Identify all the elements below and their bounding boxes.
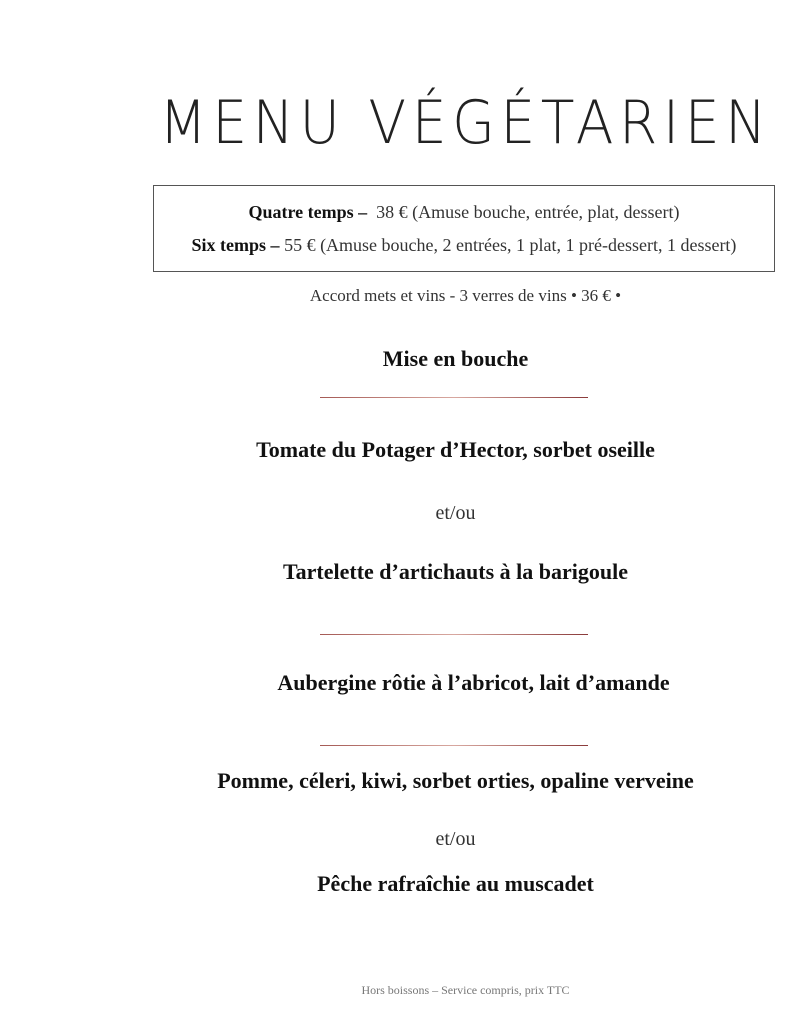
six-price: 55 € bbox=[284, 235, 316, 255]
footer-note: Hors boissons – Service compris, prix TTC bbox=[361, 983, 570, 997]
or-separator: et/ou bbox=[435, 828, 476, 850]
divider bbox=[320, 634, 588, 635]
course-dessert-2: Pêche rafraîchie au muscadet bbox=[317, 871, 594, 896]
four-detail: (Amuse bouche, entrée, plat, dessert) bbox=[412, 202, 680, 222]
pricing-six-courses bbox=[154, 235, 774, 256]
course-starter-2: Tartelette d’artichauts à la barigoule bbox=[282, 559, 629, 584]
pricing-box bbox=[153, 185, 775, 272]
pricing-four-courses bbox=[154, 202, 774, 223]
or-separator: et/ou bbox=[435, 502, 476, 524]
course-dessert-1: Pomme, céleri, kiwi, sorbet orties, opaline verveine bbox=[217, 768, 694, 793]
divider bbox=[320, 397, 588, 398]
four-label: Quatre temps – bbox=[248, 202, 368, 222]
four-price: 38 € bbox=[376, 202, 408, 222]
six-label: Six temps – bbox=[191, 235, 280, 255]
course-amuse: Mise en bouche bbox=[382, 346, 529, 371]
menu-title: MENU VÉGÉTARIEN bbox=[159, 88, 772, 158]
course-starter-1: Tomate du Potager d’Hector, sorbet oseille bbox=[256, 437, 655, 462]
course-main: Aubergine rôtie à l’abricot, lait d’amande bbox=[277, 670, 670, 695]
divider bbox=[320, 745, 588, 746]
six-detail: (Amuse bouche, 2 entrées, 1 plat, 1 pré-dessert, 1 dessert) bbox=[320, 235, 737, 255]
wine-pairing: Accord mets et vins - 3 verres de vins • 36 € • bbox=[309, 286, 622, 305]
